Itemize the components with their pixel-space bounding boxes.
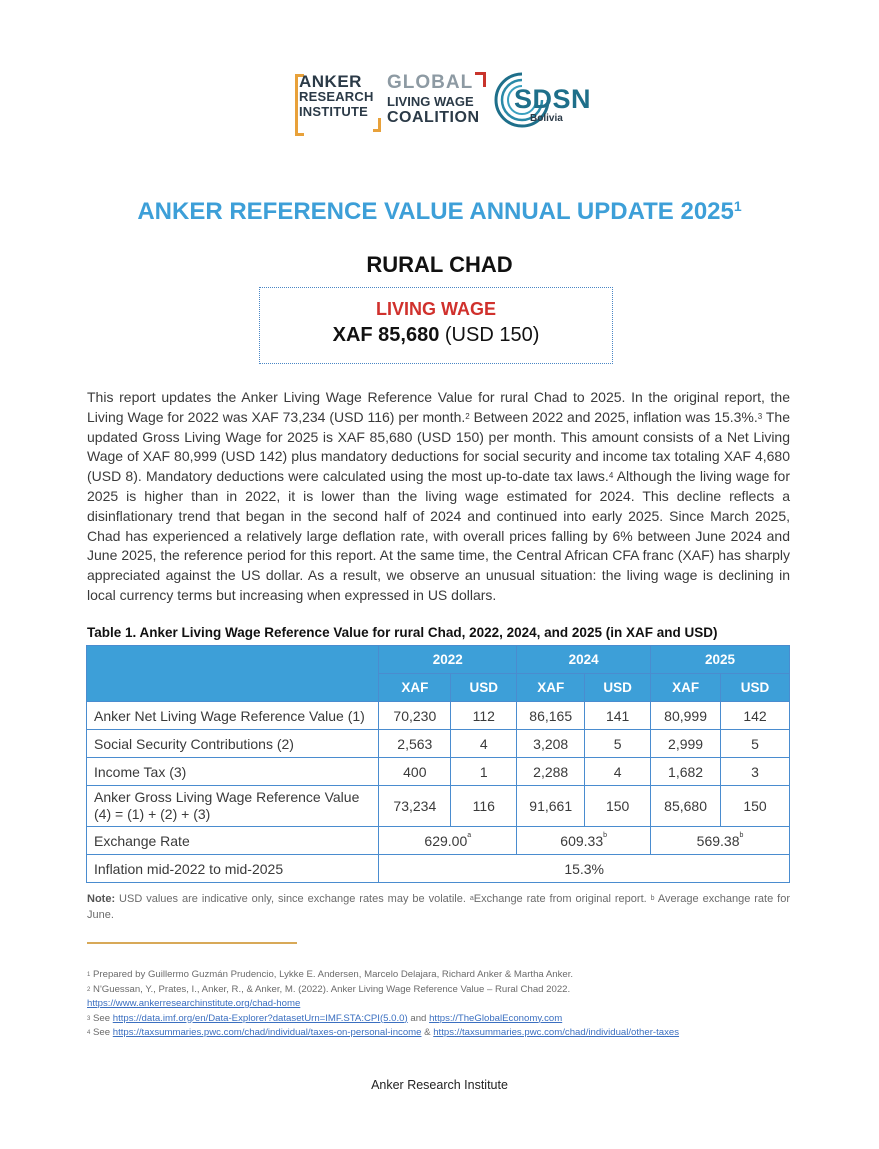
footnote-number: 4 (87, 1030, 91, 1036)
footnote-text: See (90, 1027, 113, 1038)
table-cell: 91,661 (517, 786, 585, 827)
exchange-rate-value: 569.38 (696, 832, 740, 849)
logo-bar (0, 70, 879, 134)
footnote-3 (87, 1012, 790, 1027)
note-text-1: USD values are indicative only, since exchange rates may be volatile. (115, 893, 470, 905)
note-mark-b: b (650, 895, 655, 902)
anker-logo-line2: RESEARCH (299, 89, 374, 104)
anker-research-institute-logo (299, 74, 379, 132)
table-header-currency: XAF (651, 674, 721, 702)
living-wage-value (260, 324, 612, 347)
row-label: Inflation mid-2022 to mid-2025 (87, 855, 379, 883)
table-row (87, 758, 790, 786)
footnote-link[interactable]: https://taxsummaries.pwc.com/chad/individual/taxes-on-personal-income (112, 1027, 422, 1038)
table-cell: 400 (379, 758, 451, 786)
footnote-ref-3[interactable]: 3 (757, 411, 763, 421)
table-cell: 2,563 (379, 730, 451, 758)
footnote-text: & (421, 1027, 434, 1038)
table-row-inflation (87, 855, 790, 883)
page-subtitle: RURAL CHAD (366, 252, 513, 277)
table-header-currency: USD (585, 674, 651, 702)
inflation-cell: 15.3% (379, 855, 790, 883)
table-cell: 1,682 (651, 758, 721, 786)
footnote-text: Prepared by Guillermo Guzmán Prudencio, Lykke E. Andersen, Marcelo Delajara, Richard Anker & Martha Anker. (90, 969, 574, 980)
exchange-rate-mark: b (739, 831, 744, 839)
table-row (87, 730, 790, 758)
table-note (87, 891, 790, 923)
sdsn-logo-text: SDSN (514, 84, 592, 114)
table-header-currency: USD (721, 674, 790, 702)
table-header-currency: XAF (517, 674, 585, 702)
table-cell: 2,999 (651, 730, 721, 758)
anker-logo-text (299, 74, 374, 119)
table-cell: 86,165 (517, 702, 585, 730)
table-cell: 112 (451, 702, 517, 730)
table-cell: 142 (721, 702, 790, 730)
global-living-wage-coalition-logo (387, 72, 487, 132)
table-header-year: 2025 (651, 646, 790, 674)
glwc-logo-line1: GLOBAL (387, 72, 474, 93)
living-wage-box (259, 287, 613, 364)
table-cell: 2,288 (517, 758, 585, 786)
footnote-link[interactable]: https://data.imf.org/en/Data-Explorer?datasetUrn=IMF.STA:CPI(5.0.0) (112, 1012, 408, 1024)
footnote-text: N'Guessan, Y., Prates, I., Anker, R., & Anker, M. (2022). Anker Living Wage Reference Value – Rural Chad 2022. (90, 983, 571, 995)
table-header-year: 2024 (517, 646, 651, 674)
glwc-logo-line2: LIVING WAGE (387, 94, 474, 109)
table-cell: 116 (451, 786, 517, 827)
footnote-1 (87, 968, 790, 983)
footnote-2 (87, 983, 790, 1012)
row-label: Income Tax (3) (87, 758, 379, 786)
living-wage-usd: (USD 150) (439, 324, 540, 346)
table-cell: 3,208 (517, 730, 585, 758)
para-part-3: The updated Gross Living Wage for 2025 is XAF 85,680 (USD 150) per month. This amount consists of a Net Living Wage of XAF 80,999 (USD 142) plus mandatory deductions for social security and income tax totaling XAF 4,680 (USD 8). Mandatory deductions were calculated using the most up-to-date tax laws. (87, 408, 791, 485)
table-cell: 73,234 (379, 786, 451, 827)
title-footnote-ref: 1 (733, 198, 742, 214)
table-cell: 3 (721, 758, 790, 786)
table-header-currency: USD (451, 674, 517, 702)
table-cell: 150 (721, 786, 790, 827)
note-text-2: Exchange rate from original report. (473, 893, 651, 905)
table-row (87, 702, 790, 730)
footnote-text: See (90, 1012, 113, 1024)
table-header-currency: XAF (379, 674, 451, 702)
row-label-line1: Anker Gross Living Wage Reference Value (94, 789, 360, 805)
table-cell: 5 (721, 730, 790, 758)
table-row-exchange-rate (87, 827, 790, 855)
table-cell: 150 (585, 786, 651, 827)
anker-logo-bracket-right (373, 118, 381, 132)
exchange-rate-mark: b (603, 831, 608, 839)
table-caption: Table 1. Anker Living Wage Reference Value for rural Chad, 2022, 2024, and 2025 (in XAF and USD) (87, 625, 718, 640)
row-label: Exchange Rate (87, 827, 379, 855)
living-wage-xaf: XAF 85,680 (332, 324, 440, 346)
page-footer: Anker Research Institute (371, 1078, 508, 1092)
footnotes (87, 968, 790, 1041)
table-cell: 4 (451, 730, 517, 758)
footnote-ref-2[interactable]: 2 (465, 411, 470, 421)
footnote-link[interactable]: https://taxsummaries.pwc.com/chad/individual/other-taxes (433, 1027, 680, 1038)
para-part-1: This report updates the Anker Living Wage Reference Value for rural Chad to 2025. In the original report, the Living Wage for 2022 was XAF 73,234 (USD 116) per month. (87, 389, 790, 425)
table-cell: 80,999 (651, 702, 721, 730)
footnote-ref-4[interactable]: 4 (608, 471, 614, 481)
sdsn-bolivia-logo (492, 70, 592, 132)
para-part-4: Although the living wage for 2025 is higher than in 2022, it is lower than the living wage estimated for 2024. This decline reflects a disinflationary trend that began in the second half of 2024 and continued into early 2025. Since March 2025, Chad has experienced a relatively large deflation rate, with overall prices falling by 6% between June 2024 and June 2025, the reference period for this report. At the same time, the Central African CFA franc (XAF) has sharply appreciated against the US dollar. As a result, we observe an unusual situation: the living wage is declining in local currency terms but increasing when expressed in US dollars. (87, 468, 790, 603)
exchange-rate-cell (379, 827, 517, 855)
sdsn-logo-subtext: Bolivia (530, 113, 563, 124)
note-text-3: Average exchange rate for June. (87, 893, 791, 921)
exchange-rate-value: 629.00 (424, 832, 468, 849)
exchange-rate-mark: a (467, 831, 472, 839)
living-wage-table (86, 645, 790, 883)
table-cell: 1 (451, 758, 517, 786)
anker-logo-line1: ANKER (299, 72, 362, 91)
glwc-logo-line3: COALITION (387, 109, 480, 126)
glwc-logo-corner (475, 72, 486, 87)
anker-logo-line3: INSTITUTE (299, 104, 368, 119)
note-label: Note: (87, 893, 116, 905)
row-label: Social Security Contributions (2) (87, 730, 379, 758)
living-wage-label: LIVING WAGE (375, 299, 496, 319)
footnote-number: 3 (87, 1015, 91, 1022)
exchange-rate-cell (651, 827, 790, 855)
row-label: Anker Net Living Wage Reference Value (1) (87, 702, 379, 730)
table-header-blank (87, 646, 379, 702)
table-header-year: 2022 (379, 646, 517, 674)
exchange-rate-value: 609.33 (560, 832, 604, 849)
table-cell: 4 (585, 758, 651, 786)
table-cell: 5 (585, 730, 651, 758)
footnote-4 (87, 1026, 790, 1041)
row-label-line2: (4) = (1) + (2) + (3) (94, 806, 211, 822)
footnote-divider (87, 942, 297, 944)
table-cell: 141 (585, 702, 651, 730)
para-part-2: Between 2022 and 2025, inflation was 15.3%. (469, 408, 758, 425)
page-title (0, 198, 879, 226)
table-cell: 85,680 (651, 786, 721, 827)
table-row (87, 786, 790, 827)
footnote-text: and (407, 1012, 430, 1024)
footnote-link[interactable]: https://www.ankerresearchinstitute.org/chad-home (87, 998, 301, 1009)
footnote-number: 1 (87, 972, 91, 978)
summary-paragraph (87, 388, 790, 606)
footnote-number: 2 (87, 986, 91, 993)
table-cell: 70,230 (379, 702, 451, 730)
page-title-text: ANKER REFERENCE VALUE ANNUAL UPDATE 2025 (137, 198, 734, 225)
note-mark-a: a (469, 895, 474, 902)
footnote-link[interactable]: https://TheGlobalEconomy.com (429, 1012, 563, 1024)
row-label (87, 786, 379, 827)
exchange-rate-cell (517, 827, 651, 855)
